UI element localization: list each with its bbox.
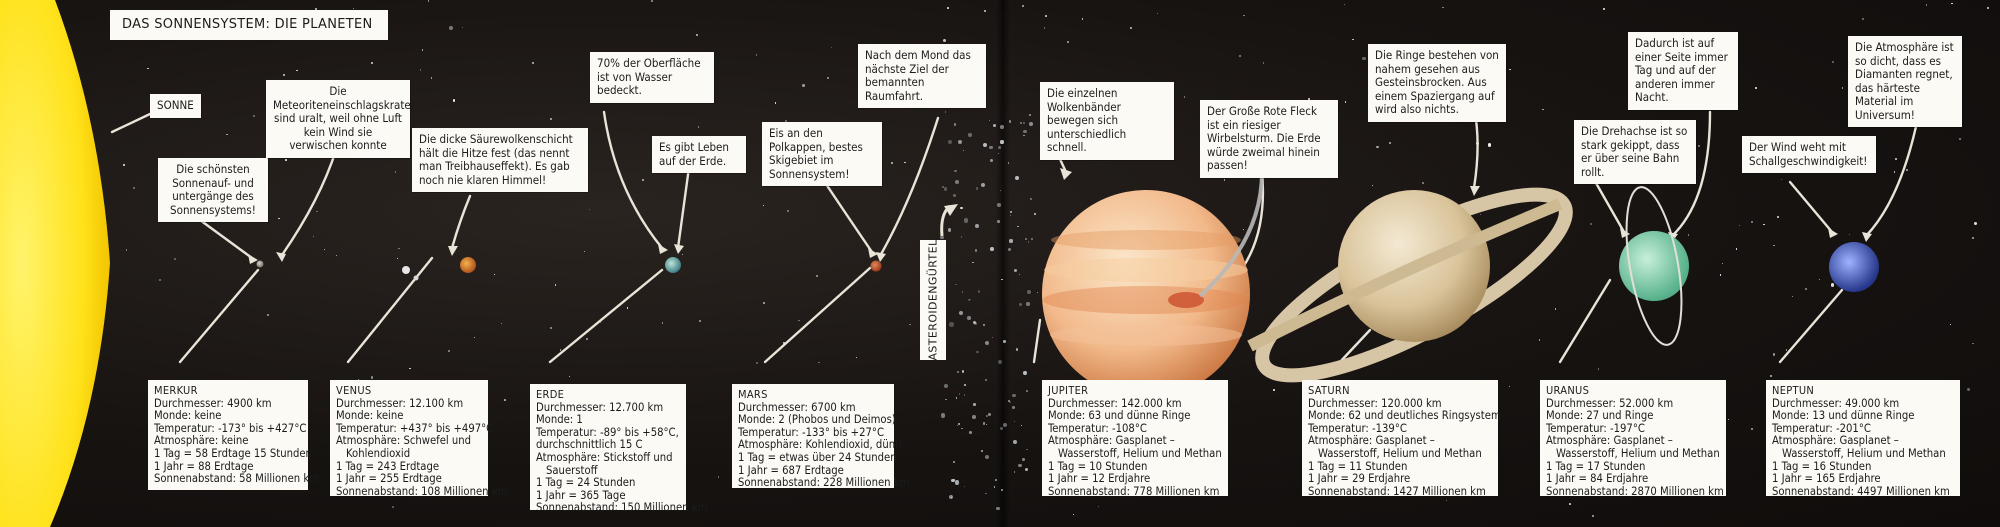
neptune-note-wind: Der Wind weht mit Schallgeschwindigkeit! (1742, 136, 1876, 173)
info-line: Monde: 13 und dünne Ringe (1772, 409, 1915, 423)
info-line: Wasserstoff, Helium und Methan (1782, 446, 1946, 460)
info-line: Sonnenabstand: 150 Millionen km (536, 501, 708, 515)
asteroid-belt-text: ASTEROIDENGÜRTEL (926, 239, 940, 361)
jupiter-note-red-spot: Der Große Rote Fleck ist ein riesiger Wirbelsturm. Die Erde würde zweimal hinein passen! (1200, 100, 1338, 178)
info-line: Atmosphäre: Stickstoff und (536, 450, 673, 464)
info-line: Monde: 27 und Ringe (1546, 409, 1654, 423)
info-line: Sonnenabstand: 58 Millionen km (154, 472, 319, 486)
info-line: 1 Tag = 243 Erdtage (336, 459, 440, 473)
info-line: Atmosphäre: Schwefel und (336, 434, 472, 448)
info-line: Kohlendioxid (346, 446, 411, 460)
info-line: Sauerstoff (546, 463, 598, 477)
info-line: Temperatur: -139°C (1308, 421, 1407, 435)
info-line: Sonnenabstand: 4497 Millionen km (1772, 484, 1950, 498)
info-line: Atmosphäre: Gasplanet – (1308, 434, 1435, 448)
info-planet-name: NEPTUN (1772, 384, 1815, 397)
info-line: Wasserstoff, Helium und Methan (1058, 446, 1222, 460)
info-line: 1 Tag = 24 Stunden (536, 476, 636, 490)
info-line: Sonnenabstand: 2870 Millionen km (1546, 484, 1724, 498)
info-line: Atmosphäre: keine (154, 434, 249, 448)
info-line: Durchmesser: 12.100 km (336, 396, 464, 410)
uranus-note-day-night: Dadurch ist auf einer Seite immer Tag und auf der anderen immer Nacht. (1628, 32, 1738, 110)
info-line: Wasserstoff, Helium und Methan (1556, 446, 1720, 460)
info-line: 1 Tag = 58 Erdtage 15 Stunden (154, 446, 312, 460)
jupiter-info-box (1042, 380, 1228, 496)
venus-moonlike-dot (402, 266, 410, 274)
info-line: Monde: keine (154, 409, 222, 423)
saturn-planet (1241, 163, 1586, 407)
mars-planet (871, 261, 882, 272)
info-line: Durchmesser: 49.000 km (1772, 396, 1900, 410)
sun-shape (0, 0, 110, 527)
info-planet-name: VENUS (336, 384, 372, 397)
asteroid-belt-label (920, 240, 946, 360)
info-planet-name: URANUS (1546, 384, 1590, 397)
info-line: Atmosphäre: Gasplanet – (1772, 434, 1899, 448)
venus-note: Die dicke Säurewolkenschicht hält die Hitze fest (das nennt man Treibhauseffekt). Es gab noch nie klaren Himmel! (412, 128, 588, 192)
venus-planet (460, 257, 476, 273)
info-line: 1 Jahr = 365 Tage (536, 488, 626, 502)
mars-info-box (732, 384, 910, 490)
info-line: Atmosphäre: Gasplanet – (1546, 434, 1673, 448)
info-line: 1 Tag = 10 Stunden (1048, 459, 1148, 473)
mars-note-ice: Eis an den Polkappen, bestes Skigebiet im Sonnensystem! (762, 122, 882, 186)
info-line: 1 Jahr = 255 Erdtage (336, 472, 442, 486)
info-line: 1 Jahr = 165 Erdjahre (1772, 472, 1881, 486)
info-line: 1 Tag = 17 Stunden (1546, 459, 1646, 473)
earth-info-box (530, 384, 708, 515)
info-planet-name: JUPITER (1048, 384, 1089, 397)
venus-moonlike-dot-2 (414, 276, 419, 281)
mercury-info-box (148, 380, 319, 490)
info-line: Monde: 2 (Phobos und Deimos) (738, 413, 896, 427)
uranus-planet (1616, 183, 1691, 349)
neptune-note-diamonds: Die Atmosphäre ist so dicht, dass es Diamanten regnet, das härteste Material im Universum! (1848, 36, 1962, 127)
earth-note-water: 70% der Oberfläche ist von Wasser bedeckt. (590, 52, 714, 103)
info-line: 1 Jahr = 29 Erdjahre (1308, 472, 1411, 486)
info-line: Temperatur: -108°C (1048, 421, 1147, 435)
uranus-info-box (1540, 380, 1726, 496)
info-line: Monde: 1 (536, 413, 583, 427)
earth-planet (665, 257, 681, 273)
info-planet-name: ERDE (536, 388, 565, 401)
info-line: 1 Jahr = 687 Erdtage (738, 463, 844, 477)
sun-label: SONNE (150, 94, 201, 118)
info-line: Sonnenabstand: 228 Millionen km (738, 476, 910, 490)
info-line: Temperatur: -197°C (1546, 421, 1645, 435)
info-line: 1 Jahr = 88 Erdtage (154, 459, 254, 473)
jupiter-note-bands: Die einzelnen Wolkenbänder bewegen sich unterschiedlich schnell. (1040, 82, 1174, 160)
info-line: Monde: keine (336, 409, 404, 423)
info-line: Temperatur: -173° bis +427°C (154, 421, 307, 435)
info-line: Temperatur: -133° bis +27°C (738, 425, 884, 439)
neptune-info-box (1766, 380, 1960, 496)
page-title: DAS SONNENSYSTEM: DIE PLANETEN (110, 10, 388, 40)
info-line: Sonnenabstand: 108 Millionen km (336, 484, 508, 498)
info-line: Durchmesser: 142.000 km (1048, 396, 1182, 410)
info-line: Temperatur: -201°C (1772, 421, 1871, 435)
info-line: 1 Jahr = 12 Erdjahre (1048, 472, 1151, 486)
info-line: Durchmesser: 4900 km (154, 396, 272, 410)
venus-info-box (330, 380, 508, 498)
saturn-info-box (1302, 380, 1501, 498)
neptune-planet (1829, 242, 1879, 292)
jupiter-planet (1042, 172, 1262, 398)
info-line: Durchmesser: 6700 km (738, 400, 856, 414)
sun-note: Die schönsten Sonnenauf- und untergänge des Sonnensystems! (158, 158, 268, 222)
info-planet-name: SATURN (1308, 384, 1350, 397)
mercury-planet (257, 261, 264, 268)
info-line: Atmosphäre: Gasplanet – (1048, 434, 1175, 448)
info-line: Sonnenabstand: 1427 Millionen km (1308, 484, 1486, 498)
saturn-note-rings: Die Ringe bestehen von nahem gesehen aus Gesteinsbrocken. Aus einem Spaziergang auf wird also nichts. (1368, 44, 1506, 122)
info-line: Wasserstoff, Helium und Methan (1318, 446, 1482, 460)
info-line: Durchmesser: 12.700 km (536, 400, 664, 414)
info-line: Temperatur: +437° bis +497°C (336, 421, 494, 435)
info-line: Atmosphäre: Kohlendioxid, dünn (738, 438, 902, 452)
info-line: Sonnenabstand: 778 Millionen km (1048, 484, 1220, 498)
info-planet-name: MARS (738, 388, 768, 401)
info-line: 1 Tag = 16 Stunden (1772, 459, 1872, 473)
uranus-note-axis: Die Drehachse ist so stark gekippt, dass er über seine Bahn rollt. (1574, 120, 1696, 184)
earth-note-life: Es gibt Leben auf der Erde. (652, 136, 746, 173)
info-line: 1 Jahr = 84 Erdjahre (1546, 472, 1649, 486)
mercury-note: Die Meteoriteneinschlagskrater sind uralt, weil ohne Luft kein Wind sie verwischen konnte (266, 80, 410, 158)
info-line: 1 Tag = etwas über 24 Stunden (738, 450, 897, 464)
info-line: 1 Tag = 11 Stunden (1308, 459, 1408, 473)
info-planet-name: MERKUR (154, 384, 198, 397)
info-line: Temperatur: -89° bis +58°C, (536, 425, 679, 439)
info-line: Monde: 63 und dünne Ringe (1048, 409, 1191, 423)
info-line: durchschnittlich 15 C (536, 438, 643, 452)
info-line: Durchmesser: 52.000 km (1546, 396, 1674, 410)
info-line: Monde: 62 und deutliches Ringsystem (1308, 409, 1501, 423)
mars-note-spaceflight: Nach dem Mond das nächste Ziel der bemannten Raumfahrt. (858, 44, 986, 108)
info-line: Durchmesser: 120.000 km (1308, 396, 1442, 410)
